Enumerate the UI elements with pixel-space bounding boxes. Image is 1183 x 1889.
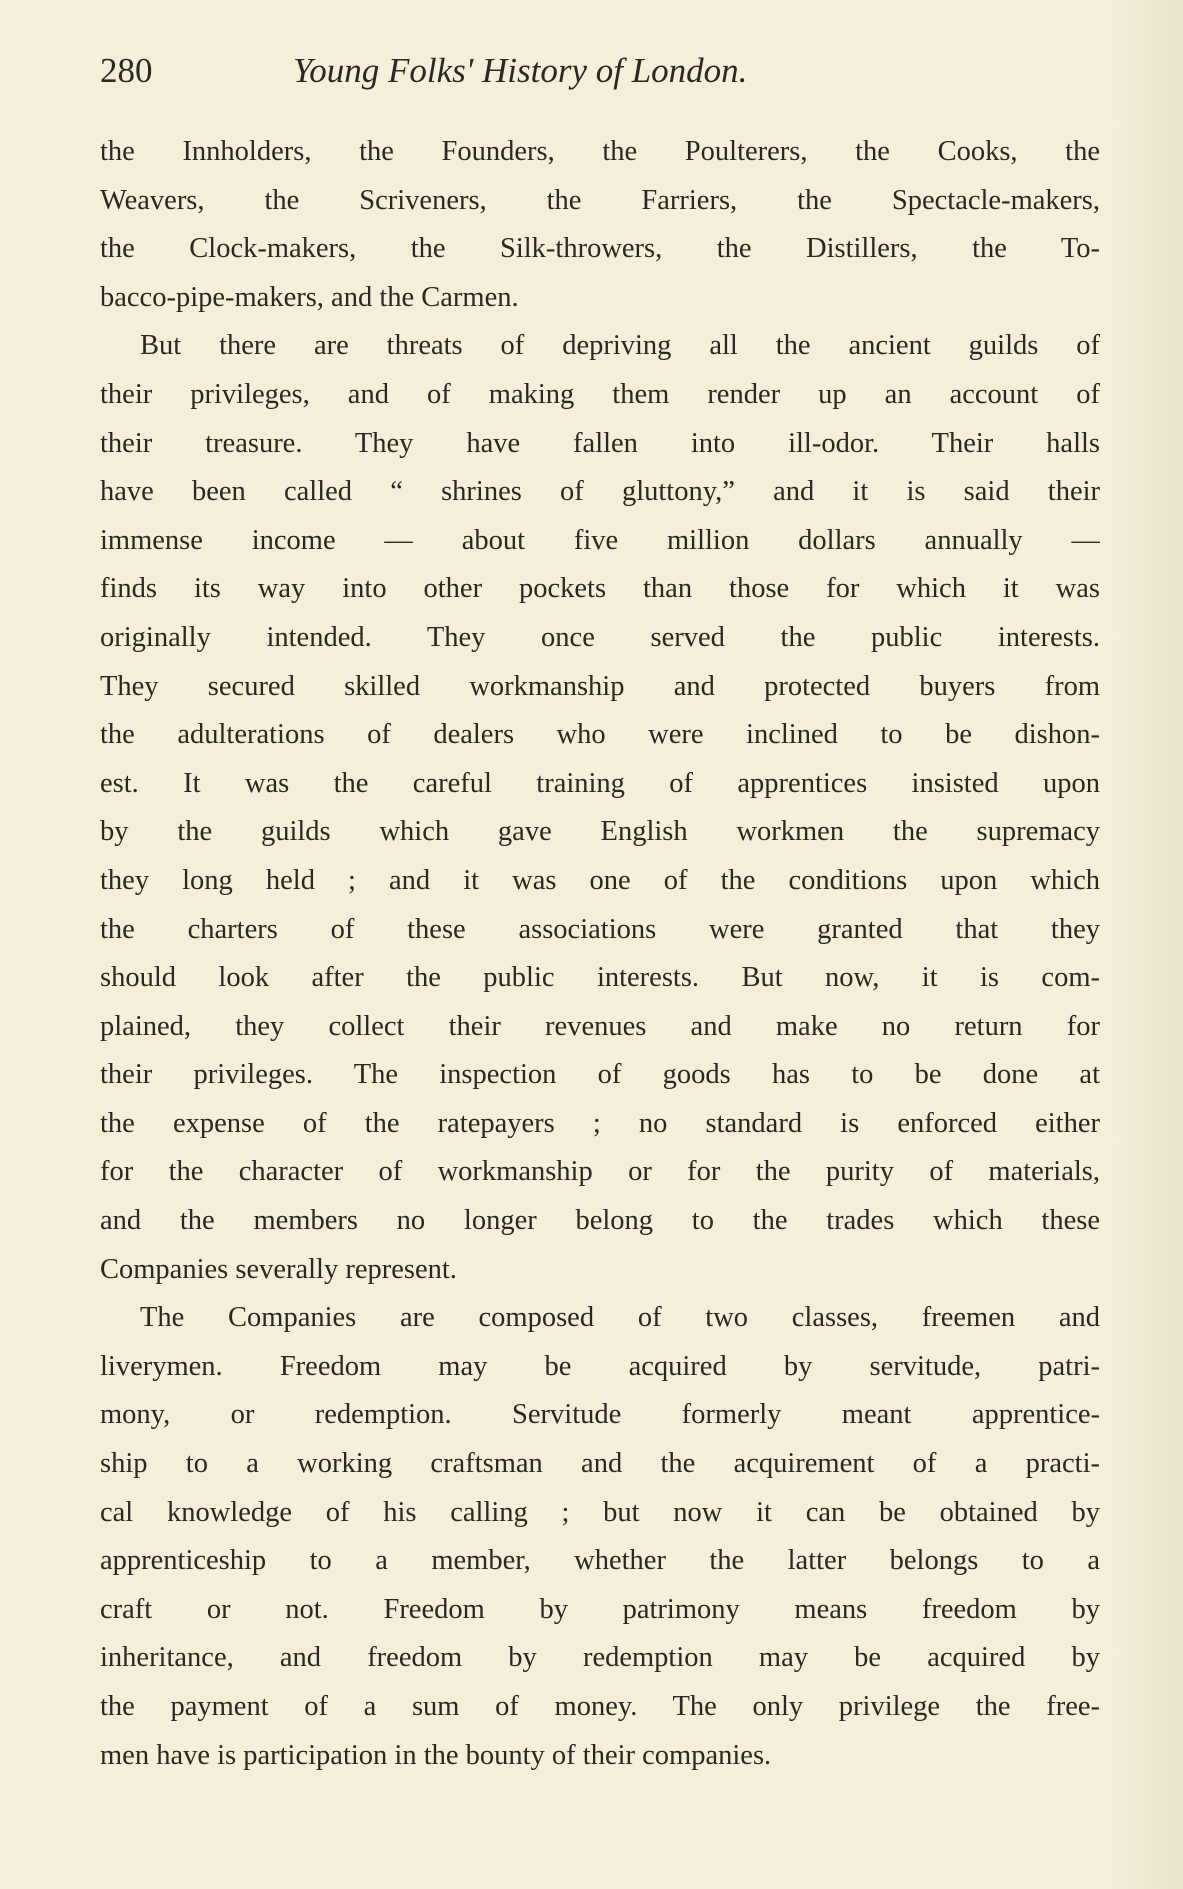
text-line: their privileges, and of making them render up an account of	[100, 378, 1100, 410]
running-title: Young Folks' History of London.	[293, 51, 748, 90]
text-line: the adulterations of dealers who were inclined to be dishon-	[100, 719, 1100, 751]
page-edge-shading	[1113, 0, 1183, 1889]
text-line: the charters of these associations were granted that they	[100, 913, 1100, 945]
text-line: men have is participation in the bounty of their companies.	[100, 1739, 772, 1771]
text-line: Weavers, the Scriveners, the Farriers, the Spectacle-makers,	[100, 184, 1100, 216]
text-line: bacco-pipe-makers, and the Carmen.	[100, 281, 519, 313]
text-line: the expense of the ratepayers ; no standard is enforced either	[100, 1107, 1100, 1139]
text-line: the Innholders, the Founders, the Poulterers, the Cooks, the	[100, 136, 1100, 167]
text-line: cal knowledge of his calling ; but now it can be obtained by	[100, 1496, 1100, 1528]
text-line: should look after the public interests. But now, it is com-	[100, 962, 1100, 994]
text-line: the Clock-makers, the Silk-throwers, the Distillers, the To-	[100, 233, 1100, 265]
page-header	[100, 46, 1100, 96]
text-line: ship to a working craftsman and the acquirement of a practi-	[100, 1448, 1100, 1480]
text-line: finds its way into other pockets than those for which it was	[100, 573, 1100, 605]
text-line: their privileges. The inspection of goods has to be done at	[100, 1059, 1100, 1091]
text-line: and the members no longer belong to the trades which these	[100, 1205, 1100, 1237]
text-line: for the character of workmanship or for the purity of materials,	[100, 1156, 1100, 1188]
text-line: mony, or redemption. Servitude formerly meant apprentice-	[100, 1399, 1100, 1431]
text-line: inheritance, and freedom by redemption may be acquired by	[100, 1642, 1100, 1674]
text-line: immense income — about five million dollars annually —	[100, 524, 1100, 556]
page-number: 280	[100, 51, 153, 90]
text-line: est. It was the careful training of apprentices insisted upon	[100, 767, 1100, 799]
text-line: they long held ; and it was one of the conditions upon which	[100, 864, 1100, 896]
text-line: Companies severally represent.	[100, 1253, 457, 1285]
text-line: liverymen. Freedom may be acquired by servitude, patri-	[100, 1350, 1100, 1382]
text-line: originally intended. They once served the public interests.	[100, 621, 1100, 653]
text-line: by the guilds which gave English workmen the supremacy	[100, 816, 1100, 848]
text-line: craft or not. Freedom by patrimony means freedom by	[100, 1593, 1100, 1625]
text-line: The Companies are composed of two classes, freemen and	[140, 1302, 1100, 1334]
text-line: the payment of a sum of money. The only privilege the free-	[100, 1691, 1100, 1722]
text-line: have been called “ shrines of gluttony,” and it is said their	[100, 476, 1100, 508]
text-line: plained, they collect their revenues and make no return for	[100, 1010, 1100, 1042]
text-line: apprenticeship to a member, whether the latter belongs to a	[100, 1545, 1100, 1577]
body-text	[100, 128, 1100, 1780]
text-line: They secured skilled workmanship and protected buyers from	[100, 670, 1100, 702]
text-line: But there are threats of depriving all the ancient guilds of	[140, 330, 1100, 362]
text-line: their treasure. They have fallen into ill-odor. Their halls	[100, 427, 1100, 459]
